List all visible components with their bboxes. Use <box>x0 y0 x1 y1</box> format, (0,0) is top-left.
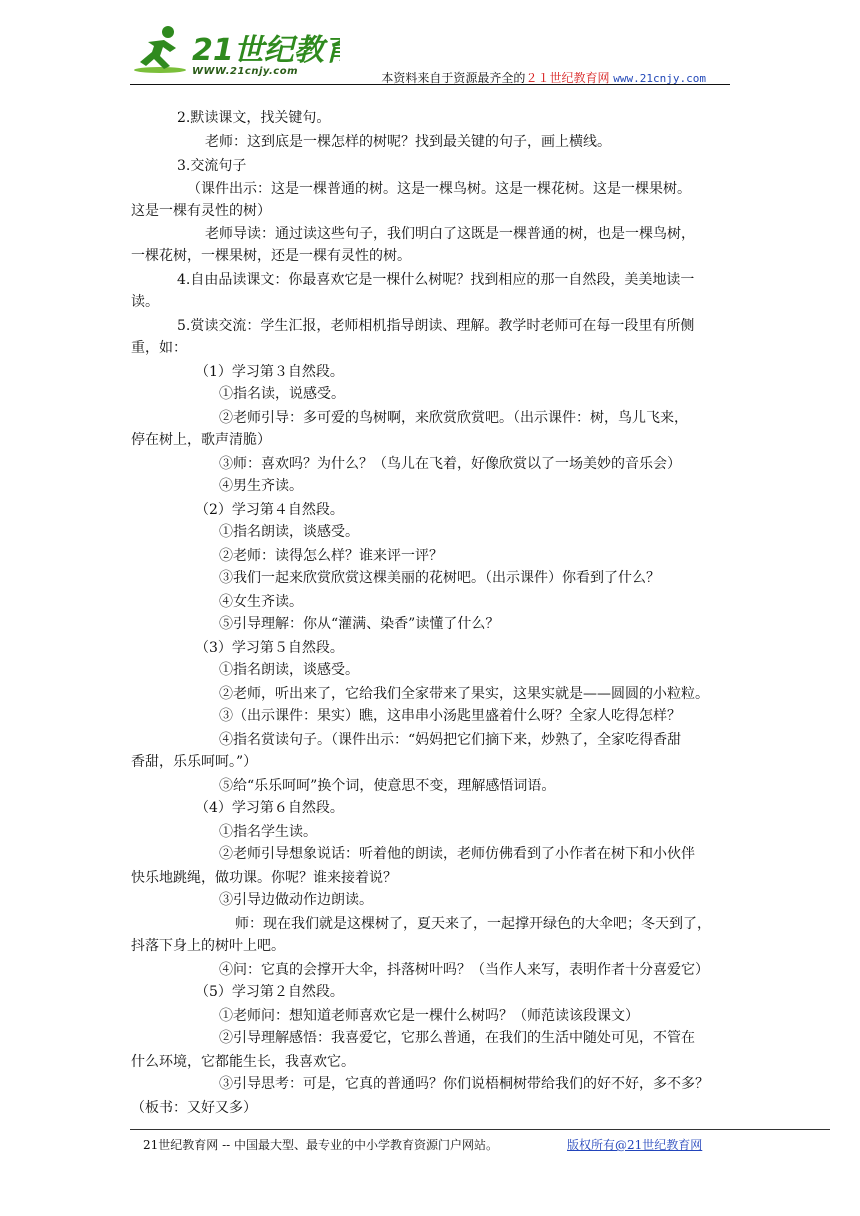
text-line: 抖落下身上的树叶上吧。 <box>131 938 285 954</box>
text-line: ③（出示课件：果实）瞧，这串串小汤匙里盛着什么呀？全家人吃得怎样？ <box>219 708 681 724</box>
text-line: ①指名朗读，谈感受。 <box>219 662 359 678</box>
logo-text: 21世纪教育 <box>192 33 340 68</box>
footer-copyright-link[interactable]: 版权所有@21世纪教育网 <box>567 1138 703 1152</box>
text-line: （5）学习第２自然段。 <box>195 984 344 1000</box>
site-logo <box>130 22 340 82</box>
header-divider <box>130 84 730 85</box>
text-line: ④问：它真的会撑开大伞，抖落树叶吗？（当作人来写，表明作者十分喜爱它） <box>219 962 709 978</box>
text-line: ③引导思考：可是，它真的普通吗？你们说梧桐树带给我们的好不好，多不多？ <box>219 1076 709 1092</box>
text-line: 3.交流句子 <box>177 158 247 174</box>
text-line: ①指名读，说感受。 <box>219 386 345 402</box>
page-header <box>130 22 730 88</box>
footer-site-description: 21世纪教育网 -- 中国最大型、最专业的中小学教育资源门户网站。 <box>143 1138 499 1152</box>
source-prefix: 本资料来自于资源最齐全的 <box>381 71 526 85</box>
text-line: ①指名学生读。 <box>219 824 317 840</box>
text-line: 师：现在我们就是这棵树了，夏天来了，一起撑开绿色的大伞吧；冬天到了， <box>235 916 711 932</box>
text-line: 老师导读：通过读这些句子，我们明白了这既是一棵普通的树，也是一棵鸟树， <box>205 226 695 242</box>
text-line: ④男生齐读。 <box>219 478 303 494</box>
text-line: ⑤给“乐乐呵呵”换个词，使意思不变，理解感悟词语。 <box>219 778 556 794</box>
text-line: （板书：又好又多） <box>131 1100 257 1116</box>
text-line: ②老师引导：多可爱的鸟树啊，来欣赏欣赏吧。（出示课件：树，鸟儿飞来， <box>219 410 688 426</box>
text-line: 这是一棵有灵性的树） <box>131 203 271 219</box>
text-line: ③师：喜欢吗？为什么？（鸟儿在飞着，好像欣赏以了一场美妙的音乐会） <box>219 456 681 472</box>
text-line: （课件出示：这是一棵普通的树。这是一棵鸟树。这是一棵花树。这是一棵果树。 <box>187 181 691 197</box>
text-line: （4）学习第６自然段。 <box>195 800 344 816</box>
text-line: （3）学习第５自然段。 <box>195 640 344 656</box>
text-line: ①指名朗读，谈感受。 <box>219 524 359 540</box>
text-line: （2）学习第４自然段。 <box>195 502 344 518</box>
text-line: 重，如： <box>131 340 187 356</box>
text-line: 快乐地跳绳，做功课。你呢？谁来接着说？ <box>131 870 397 886</box>
source-brand: ２１世纪教育网 <box>525 71 610 85</box>
text-line: ④女生齐读。 <box>219 594 303 610</box>
text-line: ②老师：读得怎么样？谁来评一评？ <box>219 548 443 564</box>
text-line: ③引导边做动作边朗读。 <box>219 892 373 908</box>
text-line: ⑤引导理解：你从“灌满、染香”读懂了什么？ <box>219 616 500 632</box>
text-line: 老师：这到底是一棵怎样的树呢？找到最关键的句子，画上横线。 <box>205 134 611 150</box>
footer-divider <box>130 1129 830 1130</box>
text-line: 4.自由品读课文：你最喜欢它是一棵什么树呢？找到相应的那一自然段，美美地读一 <box>177 272 695 288</box>
logo-url: WWW.21cnjy.com <box>192 66 299 77</box>
text-line: 读。 <box>131 294 159 310</box>
text-line: 停在树上，歌声清脆） <box>131 432 271 448</box>
text-line: 一棵花树，一棵果树，还是一棵有灵性的树。 <box>131 248 411 264</box>
text-line: （1）学习第３自然段。 <box>195 364 344 380</box>
text-line: ②老师，听出来了，它给我们全家带来了果实，这果实就是——圆圆的小粒粒。 <box>219 686 709 702</box>
text-line: 香甜，乐乐呵呵。”） <box>131 754 258 770</box>
text-line: ②老师引导想象说话：听着他的朗读，老师仿佛看到了小作者在树下和小伙伴 <box>219 846 695 862</box>
source-url[interactable]: www.21cnjy.com <box>613 72 706 85</box>
text-line: 5.赏读交流：学生汇报，老师相机指导朗读、理解。教学时老师可在每一段里有所侧 <box>177 318 695 334</box>
text-line: ③我们一起来欣赏欣赏这棵美丽的花树吧。（出示课件）你看到了什么？ <box>219 570 660 586</box>
text-line: ①老师问：想知道老师喜欢它是一棵什么树吗？（师范读该段课文） <box>219 1008 639 1024</box>
text-line: 2.默读课文，找关键句。 <box>177 110 331 126</box>
text-line: ④指名赏读句子。（课件出示：“妈妈把它们摘下来，炒熟了，全家吃得香甜 <box>219 732 682 748</box>
text-line: 什么环境，它都能生长，我喜欢它。 <box>131 1054 355 1070</box>
text-line: ②引导理解感悟：我喜爱它，它那么普通，在我们的生活中随处可见，不管在 <box>219 1030 695 1046</box>
